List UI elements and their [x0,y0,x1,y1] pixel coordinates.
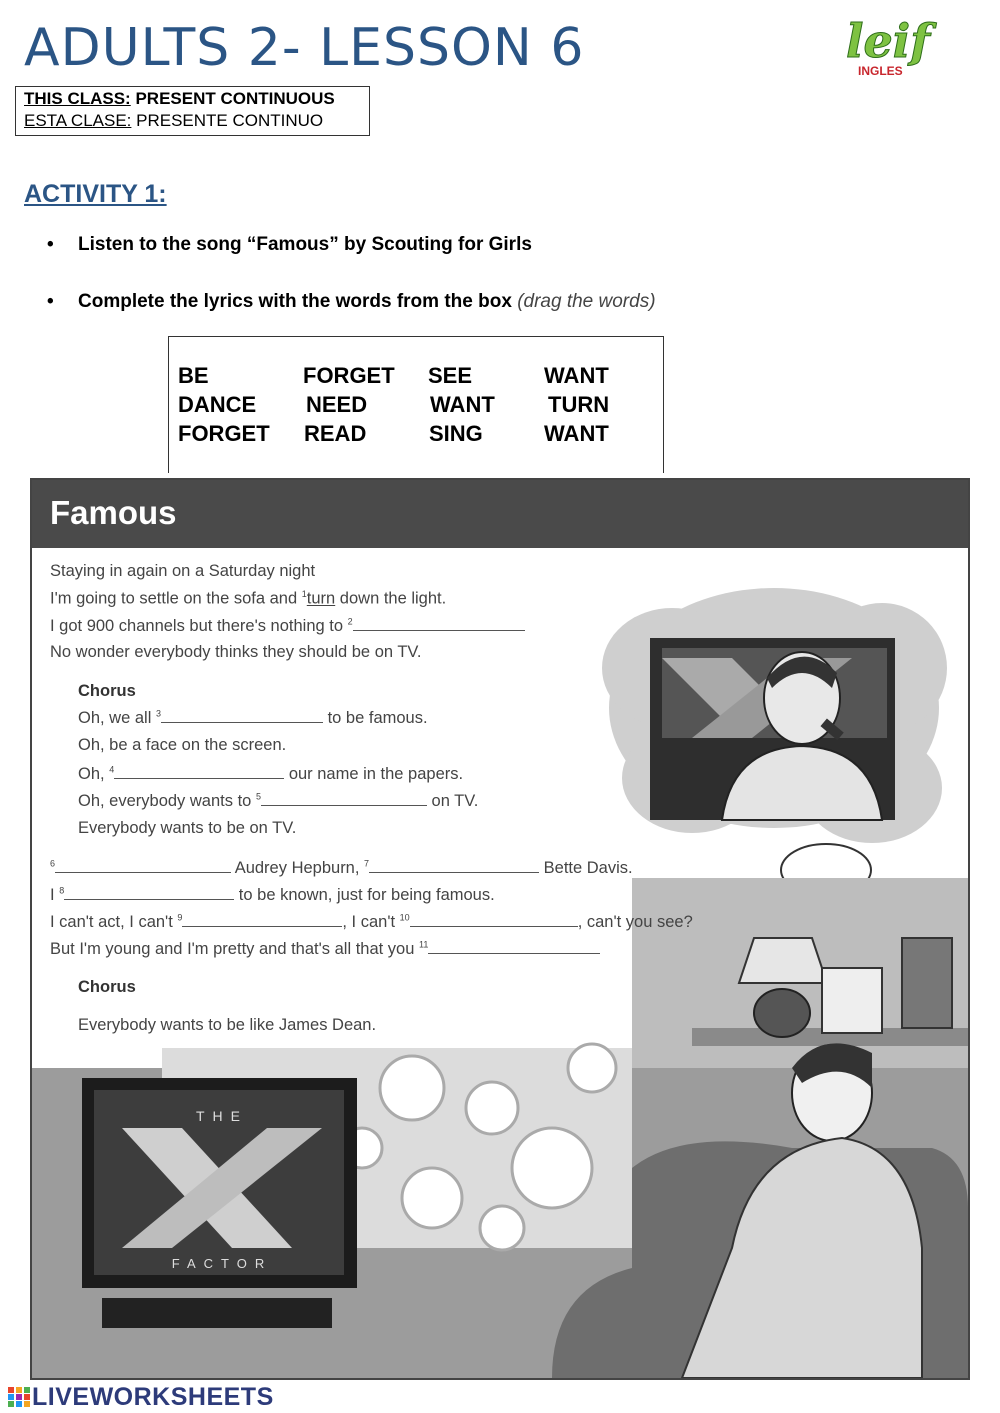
lyric-line [50,885,495,905]
answer-blank-5[interactable] [261,791,427,806]
blank-number: 4 [109,764,115,775]
lyric-text: I'm going to settle on the sofa and [50,589,298,608]
class-line-en [24,89,335,109]
word-chip[interactable]: SING [429,421,483,446]
lyric-line [50,616,525,636]
answer-example: turn [306,589,336,608]
blank-number: 5 [255,791,261,802]
blank-number: 1 [301,589,307,599]
lyric-text: to be known, just for being famous. [238,886,495,904]
logo-sub: INGLES [858,64,903,78]
instruction-main: Complete the lyrics with the words from the box [78,291,512,312]
tv-text-top: THE [196,1108,248,1124]
class-value-es: PRESENTE CONTINUO [136,111,324,130]
word-chip[interactable]: FORGET [178,421,270,446]
instruction-note: (drag the words) [517,291,656,312]
class-box [15,86,370,136]
word-chip[interactable]: DANCE [178,392,257,417]
word-chip[interactable]: TURN [548,392,610,417]
answer-blank-11[interactable] [428,939,600,954]
lyric-line [50,939,600,959]
blank-number: 6 [50,858,56,869]
lyric-line [50,858,633,878]
word-chip[interactable]: READ [304,421,367,446]
answer-blank-2[interactable] [353,616,525,631]
lyric-line: Everybody wants to be on TV. [78,819,297,837]
word-chip[interactable]: FORGET [303,363,395,388]
lyric-line: Everybody wants to be like James Dean. [78,1016,377,1034]
blank-number: 8 [59,885,65,896]
word-chip[interactable]: WANT [430,392,495,417]
class-value-en: PRESENT CONTINUOUS [135,89,335,108]
class-label-es: ESTA CLASE: [24,111,132,130]
answer-blank-7[interactable] [369,858,539,873]
chorus-heading: Chorus [78,682,136,700]
lyric-line: Oh, be a face on the screen. [78,736,287,754]
word-chip[interactable]: WANT [544,421,609,446]
answer-blank-10[interactable] [410,912,578,927]
word-chip[interactable]: SEE [428,363,473,388]
page-title: ADULTS 2- LESSON 6 [24,18,585,78]
blank-number: 10 [399,912,410,923]
lyric-text: But I'm young and I'm pretty and that's all that you [50,940,415,958]
lyric-text: to be famous. [327,709,428,727]
answer-blank-6[interactable] [55,858,231,873]
lyric-text: Oh, everybody wants to [78,792,252,810]
liveworksheets-icon [8,1387,30,1407]
lyric-line: No wonder everybody thinks they should be on TV. [50,643,422,661]
activity-heading: ACTIVITY 1: [24,180,167,208]
blank-number: 9 [177,912,183,923]
blank-number: 7 [364,858,370,869]
lyric-line [78,791,478,811]
word-bank [168,336,664,473]
lyric-text: Audrey Hepburn, [234,859,360,877]
instruction-text: Listen to the song “Famous” by Scouting for Girls [78,234,532,255]
lyric-text: our name in the papers. [288,765,464,783]
song-panel [30,478,970,1380]
song-title: Famous [50,494,177,531]
lyric-line [78,764,463,784]
bullet-icon: • [47,291,54,312]
lyric-text: , I can't [342,913,396,931]
lyric-line [50,589,446,609]
lyric-line [78,708,428,728]
lyric-text: , can't you see? [577,913,693,931]
lyrics-area [32,548,968,1378]
lyric-line: Staying in again on a Saturday night [50,562,316,580]
bullet-icon: • [47,234,54,255]
chorus-heading: Chorus [78,978,136,996]
word-chip[interactable]: WANT [544,363,609,388]
blank-number: 11 [419,939,429,950]
blank-number: 3 [155,708,161,719]
lyric-text: Oh, [78,765,105,783]
answer-blank-3[interactable] [161,708,323,723]
lyric-text: I got 900 channels but there's nothing to [50,617,344,635]
lyric-text: Bette Davis. [543,859,633,877]
logo-word: leif [846,14,931,68]
lyric-text: down the light. [339,589,447,608]
lyric-line [50,912,693,932]
answer-blank-8[interactable] [64,885,234,900]
class-line-es [24,111,323,131]
lyric-text: on TV. [431,792,479,810]
answer-blank-9[interactable] [182,912,342,927]
blank-number: 2 [347,616,353,627]
song-header [32,480,968,548]
word-chip[interactable]: NEED [306,392,368,417]
tv-text-bottom: FACTOR [171,1256,273,1271]
lyric-text: I can't act, I can't [50,913,173,931]
class-label-en: THIS CLASS: [24,89,131,108]
lyric-text: Oh, we all [78,709,152,727]
leif-logo [842,14,937,89]
answer-blank-4[interactable] [114,764,284,779]
footer-brand: LIVEWORKSHEETS [32,1383,274,1411]
lyric-text: I [50,886,55,904]
song-illustration [32,548,968,1378]
instruction-text [78,291,656,313]
word-chip[interactable]: BE [178,363,209,388]
